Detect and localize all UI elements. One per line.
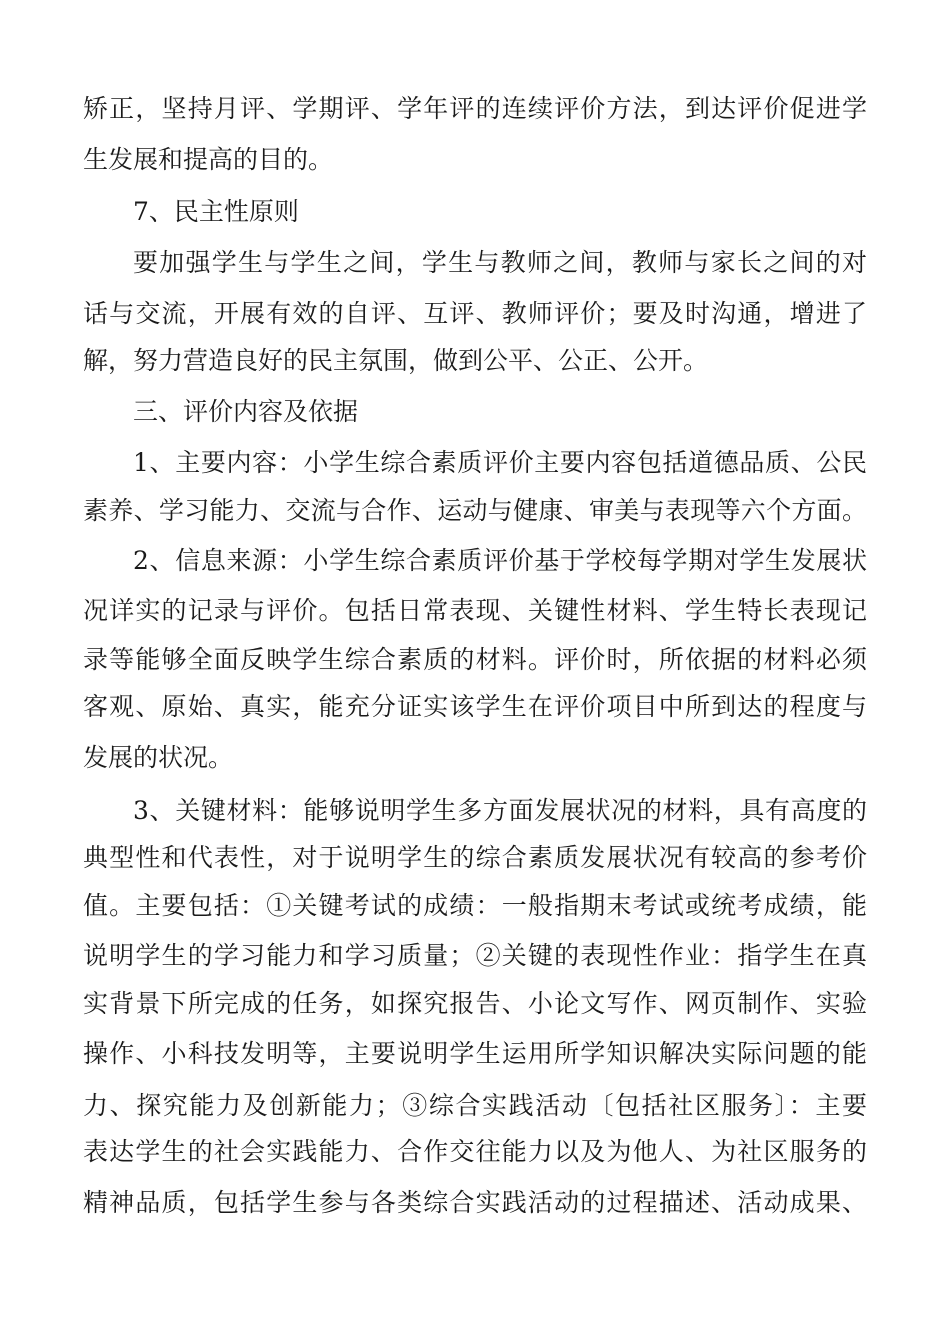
text-line-4: 要加强学生与学生之间，学生与教师之间，教师与家长之间的对 [133,248,867,277]
text-line-18: 说明学生的学习能力和学习质量；②关键的表现性作业：指学生在真 [83,941,867,970]
text-line-12: 录等能够全面反映学生综合素质的材料。评价时，所依据的材料必须 [83,645,867,674]
text-line-11: 况详实的记录与评价。包括日常表现、关键性材料、学生特长表现记 [83,596,867,625]
section-heading-democratic-principle: 7、民主性原则 [133,197,299,226]
text-line-15: 3、关键材料：能够说明学生多方面发展状况的材料，具有高度的 [133,796,867,825]
text-line-20: 操作、小科技发明等，主要说明学生运用所学知识解决实际问题的能 [83,1039,867,1068]
text-line-17: 值。主要包括：①关键考试的成绩：一般指期末考试或统考成绩，能 [83,891,867,920]
text-line-9: 素养、学习能力、交流与合作、运动与健康、审美与表现等六个方面。 [83,496,867,525]
text-line-5: 话与交流，开展有效的自评、互评、教师评价；要及时沟通，增进了 [83,299,867,328]
text-line-6: 解，努力营造良好的民主氛围，做到公平、公正、公开。 [83,346,709,375]
text-line-2: 生发展和提高的目的。 [83,145,334,174]
text-line-19: 实背景下所完成的任务，如探究报告、小论文写作、网页制作、实验 [83,989,867,1018]
text-line-23: 精神品质，包括学生参与各类综合实践活动的过程描述、活动成果、 [83,1188,867,1217]
text-line-22: 表达学生的社会实践能力、合作交往能力以及为他人、为社区服务的 [83,1137,867,1166]
text-line-21: 力、探究能力及创新能力；③综合实践活动〔包括社区服务〕：主要 [83,1091,867,1120]
text-line-10: 2、信息来源：小学生综合素质评价基于学校每学期对学生发展状 [133,546,867,575]
text-line-8: 1、主要内容：小学生综合素质评价主要内容包括道德品质、公民 [133,448,867,477]
text-line-13: 客观、原始、真实，能充分证实该学生在评价项目中所到达的程度与 [83,692,867,721]
section-heading-evaluation-content: 三、评价内容及依据 [133,397,359,426]
text-line-14: 发展的状况。 [83,743,234,772]
text-line-1: 矫正，坚持月评、学期评、学年评的连续评价方法，到达评价促进学 [83,94,867,123]
text-line-16: 典型性和代表性，对于说明学生的综合素质发展状况有较高的参考价 [83,843,867,872]
